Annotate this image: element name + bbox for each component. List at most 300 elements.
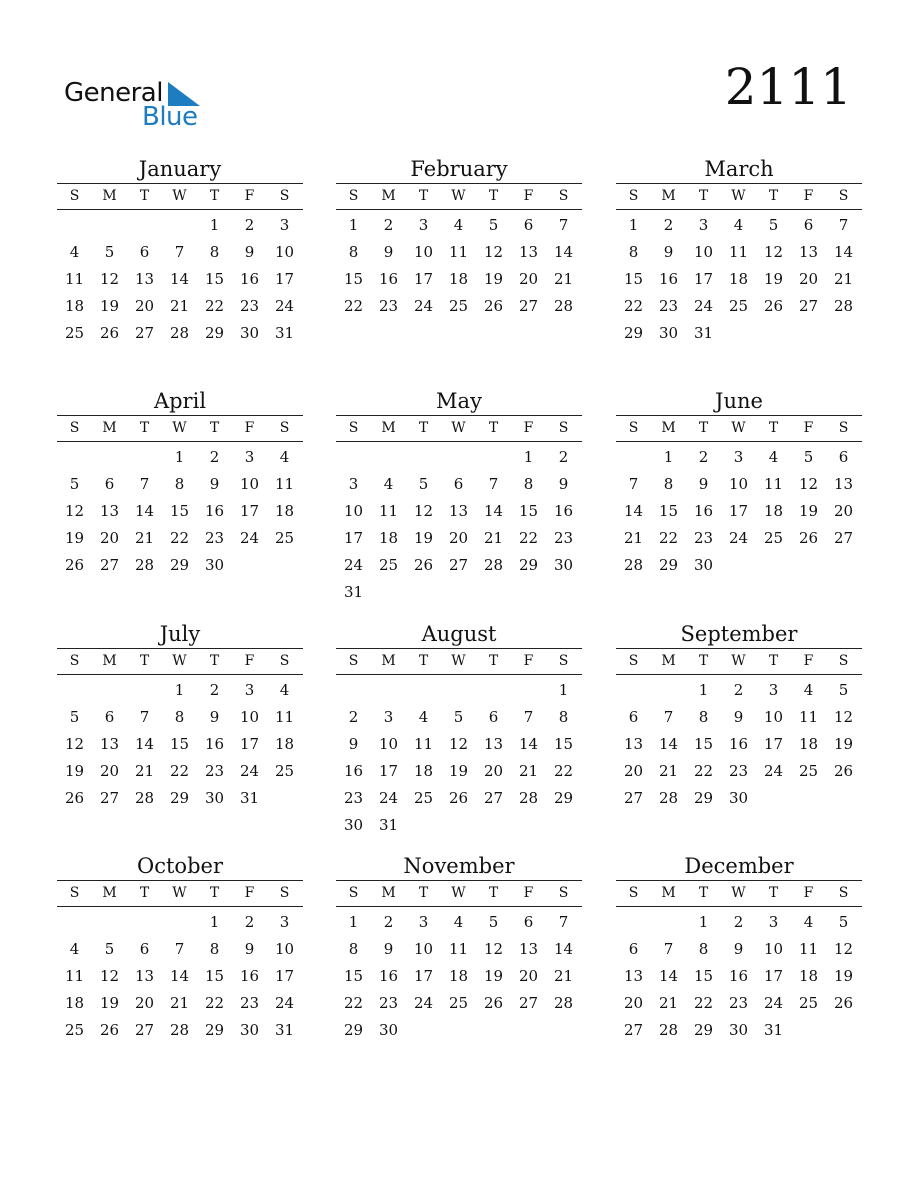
day-cell: 30 xyxy=(239,1021,260,1039)
day-cell xyxy=(616,444,651,471)
day-cell: 12 xyxy=(64,735,85,753)
day-cell: 4 xyxy=(279,448,290,466)
day-cell: 21 xyxy=(169,994,190,1012)
day-cell: 14 xyxy=(833,243,854,261)
day-cell: 20 xyxy=(99,529,120,547)
day-cell: 23 xyxy=(239,297,260,315)
week-row xyxy=(57,1017,303,1044)
day-cell: 3 xyxy=(698,216,709,234)
weekday-label: F xyxy=(523,885,534,901)
day-cell: 1 xyxy=(174,681,185,699)
day-cell: 3 xyxy=(383,708,394,726)
day-cell: 2 xyxy=(733,913,744,931)
week-row xyxy=(616,677,862,704)
week-row xyxy=(616,785,862,812)
day-cell: 28 xyxy=(658,1021,679,1039)
day-cell: 9 xyxy=(733,708,744,726)
day-cell xyxy=(826,1017,861,1044)
day-cell: 13 xyxy=(623,967,644,985)
day-cell: 22 xyxy=(658,529,679,547)
weekday-label: S xyxy=(838,188,849,204)
day-cell: 19 xyxy=(483,270,504,288)
day-cell: 11 xyxy=(378,502,399,520)
day-cell: 12 xyxy=(833,940,854,958)
month-june xyxy=(616,388,862,579)
day-cell: 3 xyxy=(418,913,429,931)
day-cell: 25 xyxy=(378,556,399,574)
weekday-label: M xyxy=(102,653,117,669)
day-cell: 29 xyxy=(658,556,679,574)
day-cell: 29 xyxy=(693,789,714,807)
day-cell: 2 xyxy=(209,448,220,466)
week-row xyxy=(57,293,303,320)
day-cell: 17 xyxy=(693,270,714,288)
day-cell xyxy=(441,579,476,606)
day-cell: 9 xyxy=(383,243,394,261)
weekday-label: M xyxy=(102,885,117,901)
day-cell: 4 xyxy=(733,216,744,234)
day-cell: 9 xyxy=(698,475,709,493)
day-cell: 7 xyxy=(558,913,569,931)
day-cell: 24 xyxy=(763,994,784,1012)
month-september xyxy=(616,621,862,812)
day-cell: 24 xyxy=(413,297,434,315)
day-cell xyxy=(826,785,861,812)
day-cell: 11 xyxy=(798,708,819,726)
day-cell: 15 xyxy=(518,502,539,520)
day-cell: 27 xyxy=(518,297,539,315)
month-title: January xyxy=(138,157,222,181)
day-cell: 1 xyxy=(348,913,359,931)
day-cell: 18 xyxy=(274,735,295,753)
day-cell: 28 xyxy=(134,789,155,807)
day-cell: 22 xyxy=(343,994,364,1012)
day-cell: 27 xyxy=(483,789,504,807)
day-cell: 31 xyxy=(274,1021,295,1039)
day-cell: 12 xyxy=(413,502,434,520)
days-grid xyxy=(336,442,582,606)
week-row xyxy=(57,552,303,579)
day-cell: 22 xyxy=(169,762,190,780)
day-cell: 5 xyxy=(488,913,499,931)
day-cell: 11 xyxy=(64,967,85,985)
day-cell: 16 xyxy=(728,735,749,753)
day-cell: 19 xyxy=(99,994,120,1012)
day-cell: 29 xyxy=(343,1021,364,1039)
month-title: April xyxy=(153,389,207,413)
day-cell: 23 xyxy=(204,762,225,780)
day-cell: 21 xyxy=(553,967,574,985)
day-cell: 22 xyxy=(343,297,364,315)
weekday-label: F xyxy=(523,188,534,204)
day-cell: 15 xyxy=(204,270,225,288)
day-cell: 17 xyxy=(239,502,260,520)
week-row xyxy=(616,1017,862,1044)
week-row xyxy=(57,525,303,552)
day-cell xyxy=(371,444,406,471)
day-cell: 4 xyxy=(383,475,394,493)
day-cell: 25 xyxy=(728,297,749,315)
day-cell: 14 xyxy=(658,735,679,753)
day-cell xyxy=(92,909,127,936)
weekday-header xyxy=(616,648,862,675)
day-cell xyxy=(791,1017,826,1044)
day-cell: 6 xyxy=(453,475,464,493)
week-row xyxy=(57,444,303,471)
weekday-label: W xyxy=(731,653,746,669)
day-cell: 7 xyxy=(139,708,150,726)
day-cell: 25 xyxy=(448,297,469,315)
week-row xyxy=(57,471,303,498)
week-row xyxy=(57,677,303,704)
weekday-label: T xyxy=(209,653,220,669)
week-row xyxy=(616,704,862,731)
day-cell: 16 xyxy=(343,762,364,780)
day-cell: 4 xyxy=(768,448,779,466)
month-title: November xyxy=(403,854,515,878)
week-row xyxy=(57,990,303,1017)
day-cell: 27 xyxy=(623,1021,644,1039)
weekday-label: S xyxy=(69,653,80,669)
weekday-label: F xyxy=(244,420,255,436)
day-cell: 24 xyxy=(239,529,260,547)
weekday-label: T xyxy=(488,885,499,901)
day-cell xyxy=(476,579,511,606)
week-row xyxy=(57,936,303,963)
day-cell: 24 xyxy=(763,762,784,780)
weekday-label: S xyxy=(279,420,290,436)
day-cell: 18 xyxy=(798,735,819,753)
day-cell: 1 xyxy=(698,913,709,931)
day-cell: 1 xyxy=(348,216,359,234)
day-cell: 27 xyxy=(623,789,644,807)
week-row xyxy=(57,266,303,293)
weekday-label: S xyxy=(558,420,569,436)
weekday-label: M xyxy=(661,188,676,204)
month-title: March xyxy=(704,157,774,181)
weekday-label: F xyxy=(244,188,255,204)
day-cell: 8 xyxy=(628,243,639,261)
day-cell: 17 xyxy=(343,529,364,547)
day-cell: 8 xyxy=(663,475,674,493)
month-title: July xyxy=(159,622,201,646)
day-cell: 19 xyxy=(448,762,469,780)
day-cell: 28 xyxy=(169,1021,190,1039)
weekday-label: S xyxy=(279,188,290,204)
day-cell: 2 xyxy=(383,913,394,931)
day-cell: 8 xyxy=(209,243,220,261)
weekday-header xyxy=(57,183,303,210)
day-cell: 5 xyxy=(768,216,779,234)
month-title: June xyxy=(715,389,763,413)
day-cell: 30 xyxy=(693,556,714,574)
day-cell: 27 xyxy=(134,324,155,342)
day-cell: 28 xyxy=(553,994,574,1012)
weekday-header xyxy=(616,183,862,210)
day-cell: 23 xyxy=(693,529,714,547)
day-cell: 2 xyxy=(733,681,744,699)
day-cell: 17 xyxy=(378,762,399,780)
day-cell: 21 xyxy=(134,762,155,780)
day-cell xyxy=(441,1017,476,1044)
day-cell: 6 xyxy=(139,940,150,958)
day-cell: 3 xyxy=(768,913,779,931)
day-cell: 22 xyxy=(623,297,644,315)
day-cell: 13 xyxy=(134,967,155,985)
weekday-label: T xyxy=(139,653,150,669)
day-cell: 6 xyxy=(628,708,639,726)
day-cell: 2 xyxy=(698,448,709,466)
week-row xyxy=(336,212,582,239)
weekday-label: W xyxy=(731,188,746,204)
day-cell: 30 xyxy=(239,324,260,342)
day-cell xyxy=(756,552,791,579)
weekday-header xyxy=(336,648,582,675)
day-cell: 29 xyxy=(553,789,574,807)
day-cell: 2 xyxy=(348,708,359,726)
days-grid xyxy=(336,210,582,320)
day-cell: 29 xyxy=(204,324,225,342)
day-cell: 15 xyxy=(693,735,714,753)
day-cell: 3 xyxy=(244,448,255,466)
day-cell xyxy=(791,552,826,579)
day-cell: 8 xyxy=(174,708,185,726)
day-cell: 4 xyxy=(803,913,814,931)
day-cell: 21 xyxy=(623,529,644,547)
day-cell: 5 xyxy=(104,243,115,261)
day-cell: 18 xyxy=(413,762,434,780)
days-grid xyxy=(57,442,303,579)
day-cell: 27 xyxy=(448,556,469,574)
week-row xyxy=(336,963,582,990)
day-cell: 7 xyxy=(838,216,849,234)
day-cell: 9 xyxy=(348,735,359,753)
weekday-label: F xyxy=(803,653,814,669)
month-title: February xyxy=(410,157,508,181)
day-cell xyxy=(651,909,686,936)
day-cell: 14 xyxy=(658,967,679,985)
day-cell: 4 xyxy=(69,243,80,261)
day-cell: 31 xyxy=(763,1021,784,1039)
day-cell: 16 xyxy=(239,270,260,288)
day-cell xyxy=(92,212,127,239)
day-cell: 6 xyxy=(838,448,849,466)
day-cell: 10 xyxy=(378,735,399,753)
day-cell: 29 xyxy=(693,1021,714,1039)
day-cell xyxy=(616,677,651,704)
day-cell: 15 xyxy=(169,502,190,520)
day-cell: 4 xyxy=(803,681,814,699)
day-cell xyxy=(476,677,511,704)
days-grid xyxy=(57,907,303,1044)
day-cell: 21 xyxy=(553,270,574,288)
day-cell xyxy=(267,785,302,812)
weekday-label: F xyxy=(803,420,814,436)
day-cell xyxy=(57,212,92,239)
year-title: 2111 xyxy=(724,58,852,116)
day-cell: 22 xyxy=(204,994,225,1012)
day-cell: 25 xyxy=(763,529,784,547)
week-row xyxy=(57,320,303,347)
day-cell: 30 xyxy=(658,324,679,342)
days-grid xyxy=(616,907,862,1044)
day-cell: 1 xyxy=(698,681,709,699)
day-cell xyxy=(441,444,476,471)
day-cell: 9 xyxy=(244,243,255,261)
week-row xyxy=(336,704,582,731)
day-cell: 13 xyxy=(518,940,539,958)
weekday-label: S xyxy=(628,420,639,436)
day-cell xyxy=(826,320,861,347)
weekday-label: F xyxy=(803,188,814,204)
day-cell: 2 xyxy=(244,216,255,234)
day-cell: 11 xyxy=(728,243,749,261)
day-cell: 10 xyxy=(343,502,364,520)
weekday-label: S xyxy=(69,188,80,204)
day-cell: 14 xyxy=(169,967,190,985)
day-cell: 1 xyxy=(663,448,674,466)
day-cell: 20 xyxy=(833,502,854,520)
weekday-label: T xyxy=(768,885,779,901)
weekday-label: T xyxy=(418,885,429,901)
day-cell: 15 xyxy=(204,967,225,985)
day-cell: 16 xyxy=(378,270,399,288)
day-cell: 18 xyxy=(448,967,469,985)
day-cell: 28 xyxy=(169,324,190,342)
week-row xyxy=(336,498,582,525)
day-cell xyxy=(406,677,441,704)
day-cell: 13 xyxy=(134,270,155,288)
weekday-label: M xyxy=(661,885,676,901)
weekday-label: T xyxy=(488,653,499,669)
day-cell xyxy=(162,909,197,936)
day-cell: 27 xyxy=(99,789,120,807)
week-row xyxy=(57,909,303,936)
brand-word-general: General xyxy=(64,78,163,108)
day-cell: 1 xyxy=(628,216,639,234)
day-cell xyxy=(441,812,476,839)
day-cell: 19 xyxy=(99,297,120,315)
day-cell: 9 xyxy=(383,940,394,958)
week-row xyxy=(57,212,303,239)
day-cell xyxy=(371,677,406,704)
month-title: August xyxy=(421,622,497,646)
day-cell: 3 xyxy=(279,216,290,234)
day-cell: 10 xyxy=(274,940,295,958)
day-cell: 3 xyxy=(244,681,255,699)
day-cell: 21 xyxy=(658,994,679,1012)
day-cell: 15 xyxy=(343,967,364,985)
day-cell: 7 xyxy=(558,216,569,234)
day-cell xyxy=(336,677,371,704)
day-cell: 10 xyxy=(413,940,434,958)
day-cell: 27 xyxy=(134,1021,155,1039)
weekday-label: S xyxy=(838,420,849,436)
weekday-label: T xyxy=(139,885,150,901)
day-cell: 25 xyxy=(798,762,819,780)
day-cell: 4 xyxy=(453,216,464,234)
day-cell: 14 xyxy=(134,735,155,753)
weekday-label: S xyxy=(558,188,569,204)
weekday-label: W xyxy=(451,420,466,436)
day-cell: 30 xyxy=(553,556,574,574)
day-cell: 7 xyxy=(663,708,674,726)
day-cell xyxy=(267,552,302,579)
day-cell: 2 xyxy=(244,913,255,931)
week-row xyxy=(616,990,862,1017)
weekday-label: W xyxy=(451,188,466,204)
day-cell: 13 xyxy=(833,475,854,493)
week-row xyxy=(616,758,862,785)
day-cell: 12 xyxy=(99,967,120,985)
weekday-label: T xyxy=(488,420,499,436)
day-cell xyxy=(476,444,511,471)
month-title: September xyxy=(680,622,798,646)
weekday-label: T xyxy=(418,653,429,669)
day-cell: 8 xyxy=(174,475,185,493)
weekday-label: T xyxy=(768,188,779,204)
week-row xyxy=(616,212,862,239)
day-cell: 4 xyxy=(279,681,290,699)
day-cell: 14 xyxy=(518,735,539,753)
day-cell: 17 xyxy=(274,967,295,985)
day-cell: 17 xyxy=(239,735,260,753)
days-grid xyxy=(336,907,582,1044)
weekday-label: W xyxy=(172,885,187,901)
day-cell: 13 xyxy=(448,502,469,520)
day-cell: 14 xyxy=(553,940,574,958)
week-row xyxy=(616,731,862,758)
day-cell: 23 xyxy=(239,994,260,1012)
weekday-label: W xyxy=(451,653,466,669)
day-cell: 3 xyxy=(418,216,429,234)
day-cell: 30 xyxy=(204,789,225,807)
day-cell: 26 xyxy=(798,529,819,547)
weekday-label: T xyxy=(209,885,220,901)
day-cell xyxy=(162,212,197,239)
weekday-label: T xyxy=(209,420,220,436)
day-cell: 16 xyxy=(728,967,749,985)
day-cell xyxy=(721,320,756,347)
day-cell: 25 xyxy=(274,529,295,547)
day-cell: 13 xyxy=(623,735,644,753)
days-grid xyxy=(616,442,862,579)
day-cell: 15 xyxy=(623,270,644,288)
day-cell: 25 xyxy=(274,762,295,780)
day-cell: 8 xyxy=(348,940,359,958)
day-cell: 1 xyxy=(209,216,220,234)
month-title: December xyxy=(684,854,794,878)
brand-word-blue: Blue xyxy=(142,102,198,132)
day-cell: 31 xyxy=(274,324,295,342)
day-cell: 11 xyxy=(413,735,434,753)
weekday-label: T xyxy=(768,653,779,669)
day-cell: 6 xyxy=(628,940,639,958)
week-row xyxy=(616,471,862,498)
week-row xyxy=(616,444,862,471)
weekday-label: S xyxy=(279,885,290,901)
day-cell: 12 xyxy=(99,270,120,288)
day-cell: 2 xyxy=(663,216,674,234)
day-cell: 20 xyxy=(798,270,819,288)
month-may xyxy=(336,388,582,606)
day-cell: 9 xyxy=(209,708,220,726)
day-cell: 21 xyxy=(134,529,155,547)
day-cell: 26 xyxy=(413,556,434,574)
day-cell xyxy=(406,579,441,606)
day-cell: 9 xyxy=(209,475,220,493)
day-cell: 20 xyxy=(99,762,120,780)
